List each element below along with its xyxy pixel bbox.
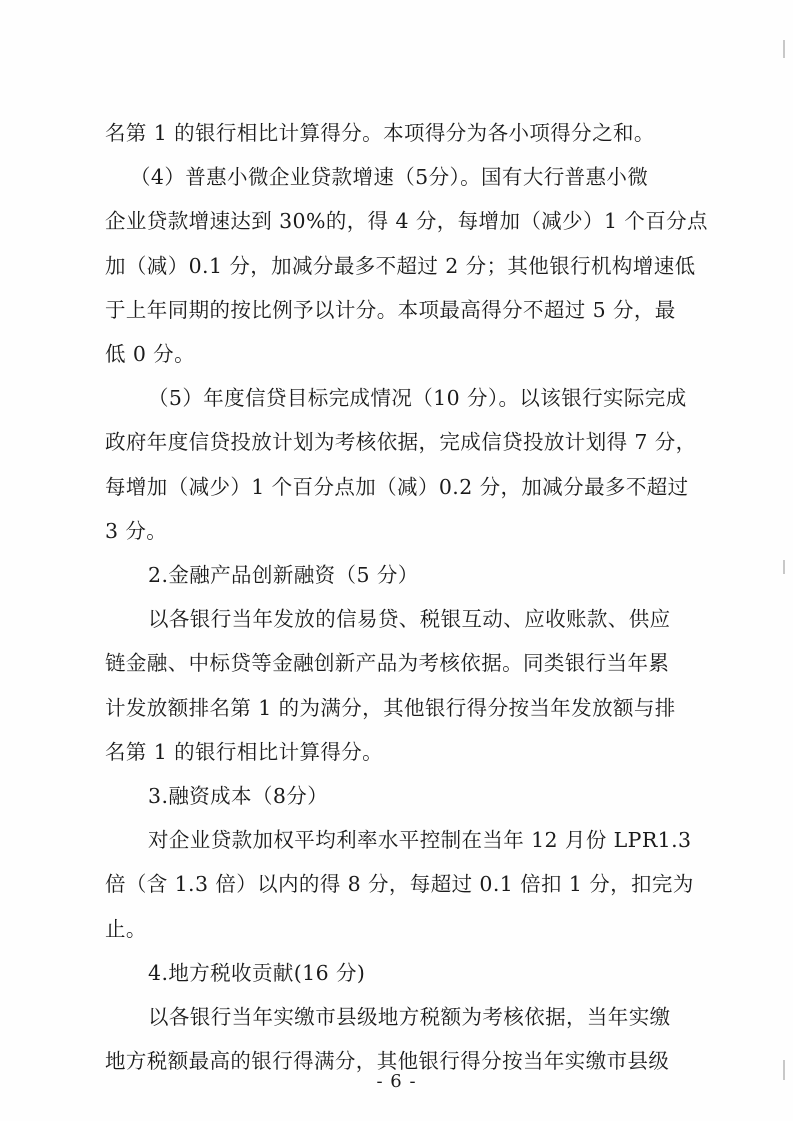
text-line-19: 止。 bbox=[105, 916, 147, 941]
text-line-9: 每增加（减少）1 个百分点加（减）0.2 分，加减分最多不超过 bbox=[105, 474, 689, 499]
text-line-4: 加（减）0.1 分，加减分最多不超过 2 分；其他银行机构增速低 bbox=[105, 253, 696, 278]
section-heading-3: 3.融资成本（8分） bbox=[148, 784, 329, 808]
text-line-3: 企业贷款增速达到 30%的，得 4 分，每增加（减少）1 个百分点 bbox=[105, 209, 708, 234]
text-line-15: 名第 1 的银行相比计算得分。 bbox=[105, 739, 384, 764]
text-line-14: 计发放额排名第 1 的为满分，其他银行得分按当年发放额与排 bbox=[105, 695, 676, 720]
scan-edge-mark bbox=[783, 40, 785, 58]
section-heading-2: 2.金融产品创新融资（5 分） bbox=[148, 563, 419, 587]
text-line-7: （5）年度信贷目标完成情况（10 分）。以该银行实际完成 bbox=[148, 386, 687, 411]
text-line-13: 链金融、中标贷等金融创新产品为考核依据。同类银行当年累 bbox=[105, 651, 670, 676]
text-line-22: 地方税额最高的银行得满分，其他银行得分按当年实缴市县级 bbox=[105, 1049, 670, 1074]
page-number: - 6 - bbox=[376, 1071, 417, 1092]
text-line-12: 以各银行当年发放的信易贷、税银互动、应收账款、供应 bbox=[148, 607, 671, 632]
scan-edge-mark bbox=[783, 560, 785, 574]
text-line-5: 于上年同期的按比例予以计分。本项最高得分不超过 5 分，最 bbox=[105, 297, 676, 322]
text-line-10: 3 分。 bbox=[105, 518, 168, 543]
text-line-21: 以各银行当年实缴市县级地方税额为考核依据，当年实缴 bbox=[148, 1005, 671, 1029]
text-line-6: 低 0 分。 bbox=[105, 342, 195, 366]
text-line-8: 政府年度信贷投放计划为考核依据，完成信贷投放计划得 7 分， bbox=[105, 430, 697, 455]
text-line-17: 对企业贷款加权平均利率水平控制在当年 12 月份 LPR1.3 bbox=[148, 828, 692, 853]
section-heading-4: 4.地方税收贡献(16 分) bbox=[148, 960, 366, 985]
text-line-18: 倍（含 1.3 倍）以内的得 8 分，每超过 0.1 倍扣 1 分，扣完为 bbox=[105, 872, 694, 897]
text-line-2: （4）普惠小微企业贷款增速（5分）。国有大行普惠小微 bbox=[130, 165, 649, 190]
text-line-1: 名第 1 的银行相比计算得分。本项得分为各小项得分之和。 bbox=[105, 121, 655, 145]
